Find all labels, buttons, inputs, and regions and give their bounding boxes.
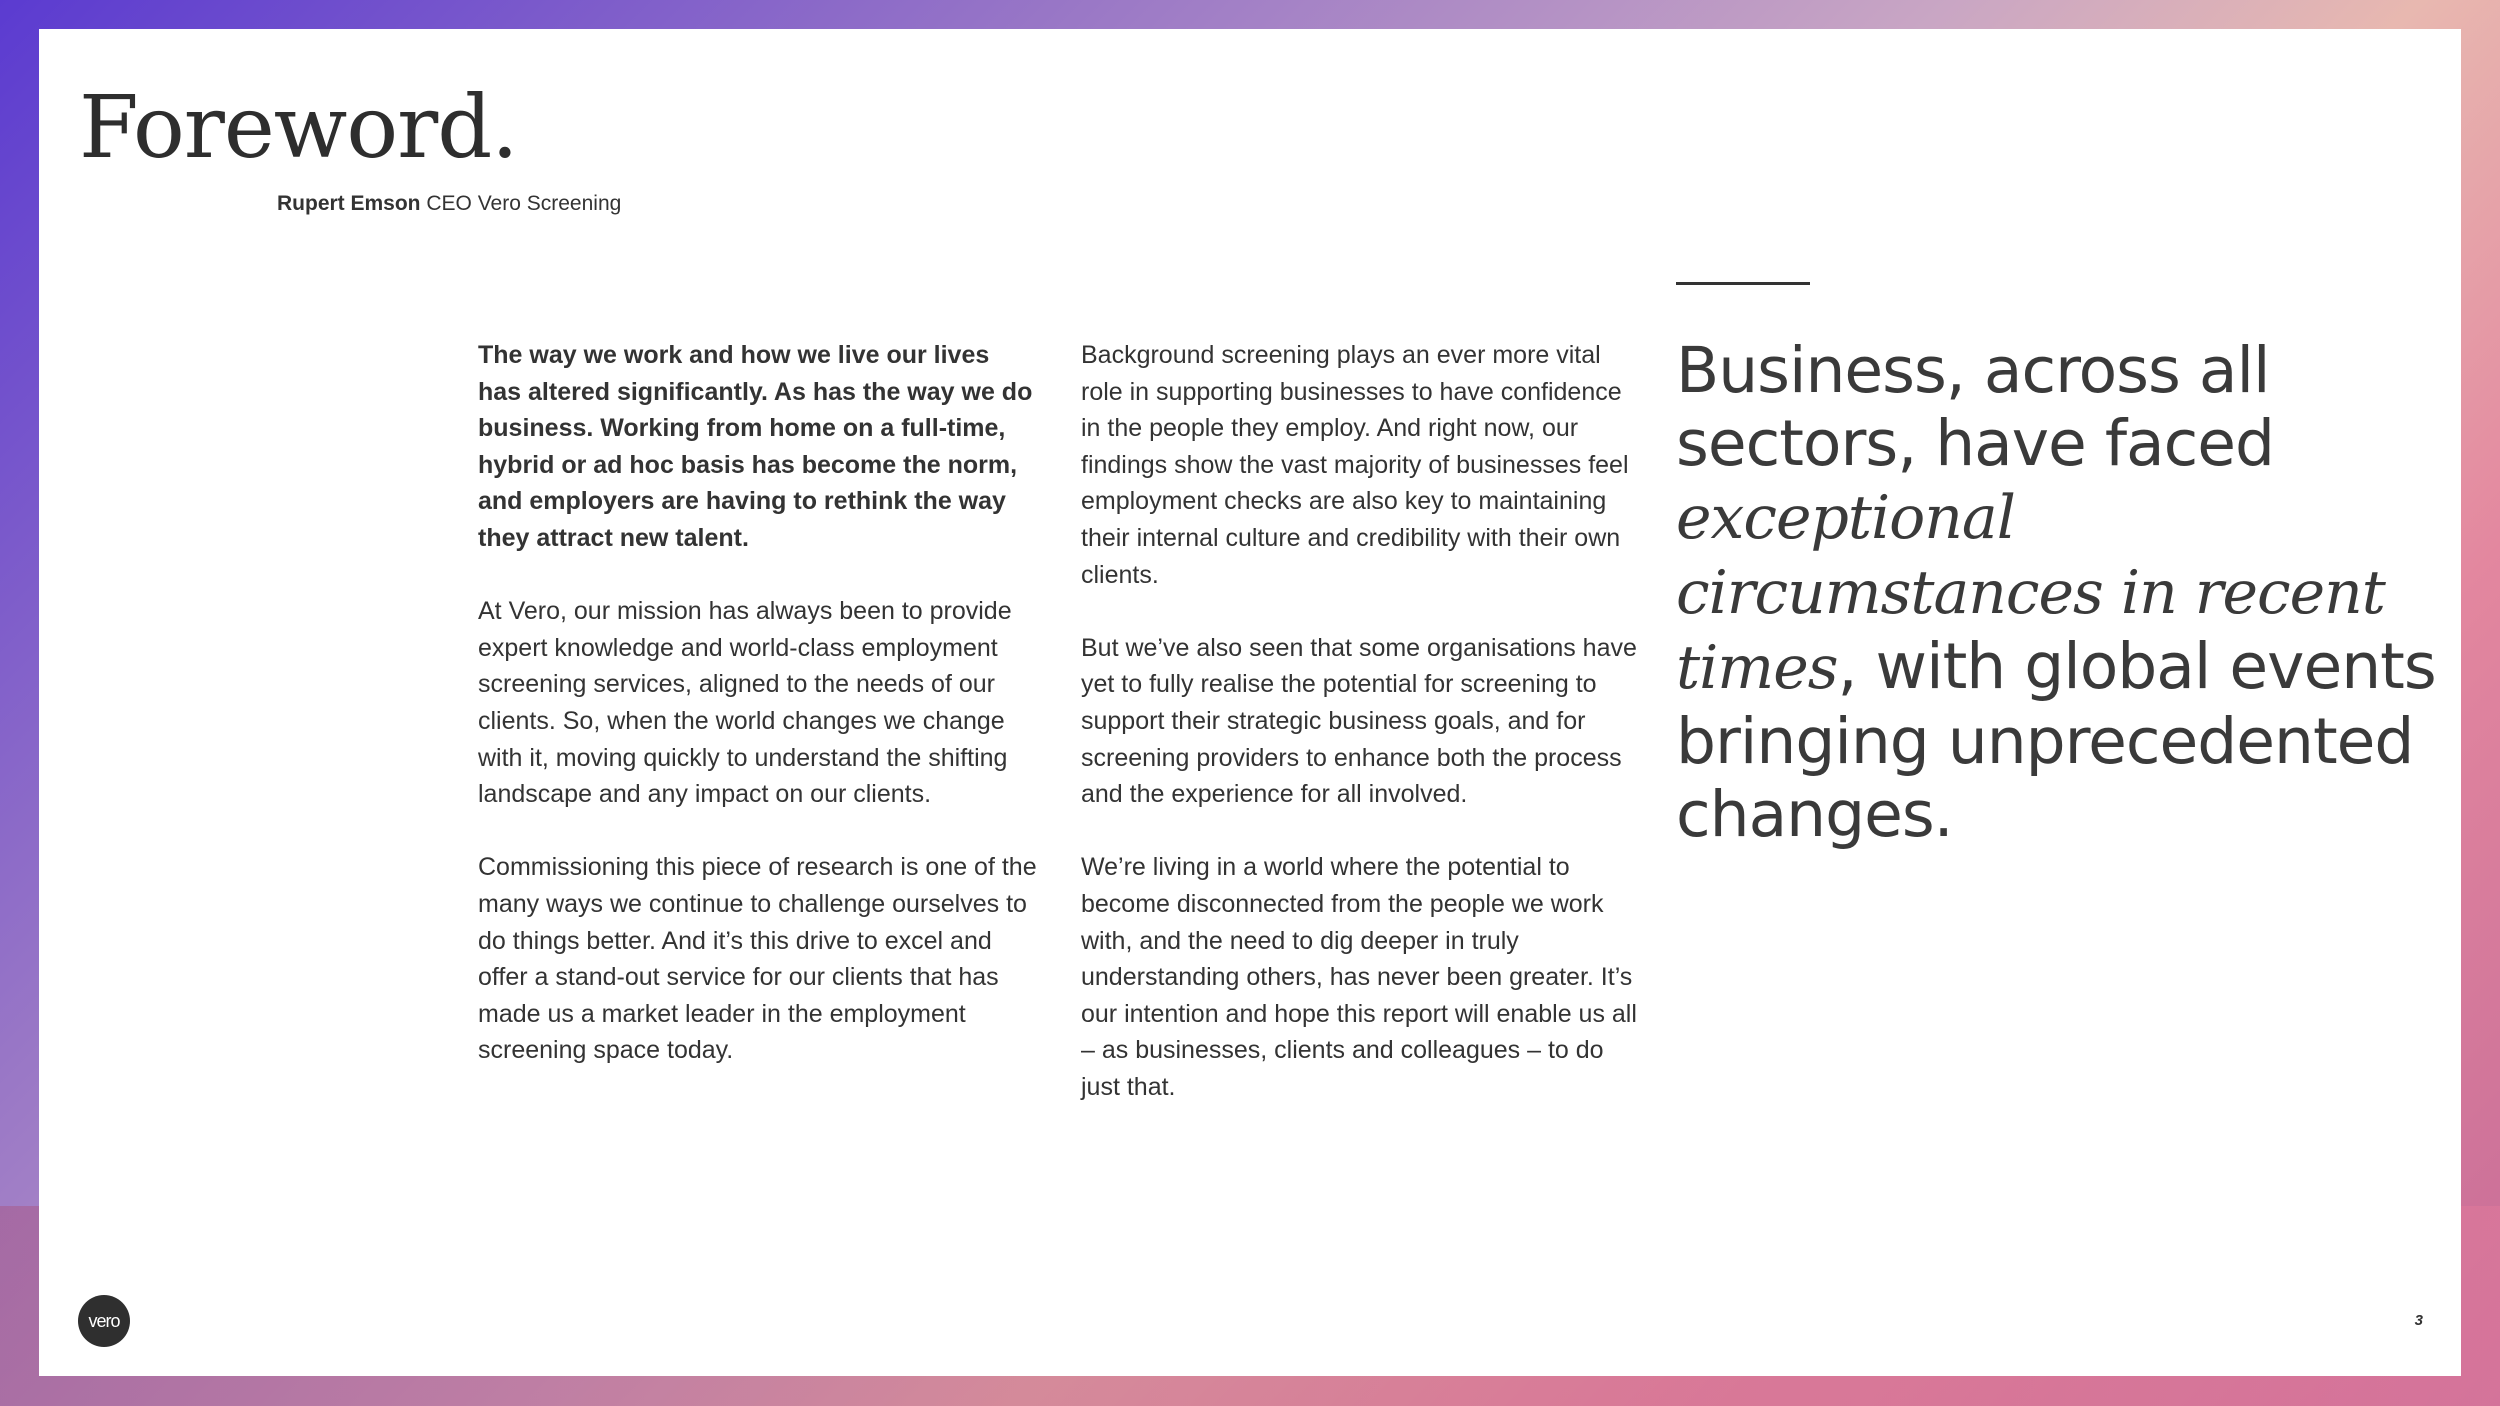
text-column-left (478, 337, 1038, 1105)
lead-paragraph: The way we work and how we live our lives has altered significantly. As has the way we do business. Working from home on a full-time, hybrid or ad hoc basis has become the norm, and employers are having to rethink the way they attract new talent. (478, 341, 1033, 552)
body-paragraph: We’re living in a world where the potential to become disconnected from the people we work with, and the need to dig deeper in truly understanding others, has never been greater. It’s our intention and hope this report will enable us all – as businesses, clients and colleagues – to do just that. (1081, 853, 1637, 1101)
pull-quote-emphasis: exceptional circumstances in recent times (1676, 483, 2385, 703)
text-column-right (1081, 337, 1641, 1142)
author-name: Rupert Emson (277, 192, 421, 215)
logo-text: vero (88, 1310, 120, 1331)
body-paragraph: Background screening plays an ever more vital role in supporting businesses to have confidence in the people they employ. And right now, our findings show the vast majority of businesses feel employment checks are also key to maintaining their internal culture and credibility with their own clients. (1081, 341, 1629, 589)
pull-quote-text: , with global events bringing unprecedented changes. (1676, 630, 2436, 851)
page-number: 3 (2414, 1312, 2423, 1329)
quote-divider (1676, 282, 1810, 285)
pull-quote-text: Business, across all sectors, have faced (1676, 334, 2275, 480)
document-page (39, 29, 2461, 1376)
body-paragraph: Commissioning this piece of research is one of the many ways we continue to challenge ourselves to do things better. And it’s this drive to excel and offer a stand-out service for our clients that has made us a market leader in the employment screening space today. (478, 853, 1037, 1065)
vero-logo (78, 1295, 130, 1347)
byline (277, 192, 621, 216)
author-role: CEO Vero Screening (426, 192, 622, 215)
body-paragraph: But we’ve also seen that some organisations have yet to fully realise the potential for screening to support their strategic business goals, and for screening providers to enhance both the process and the experience for all involved. (1081, 633, 1637, 809)
body-paragraph: At Vero, our mission has always been to provide expert knowledge and world-class employment screening services, aligned to the needs of our clients. So, when the world changes we change with it, moving quickly to understand the shifting landscape and any impact on our clients. (478, 597, 1012, 809)
pull-quote (1676, 334, 2436, 851)
page-title: Foreword. (79, 78, 518, 178)
